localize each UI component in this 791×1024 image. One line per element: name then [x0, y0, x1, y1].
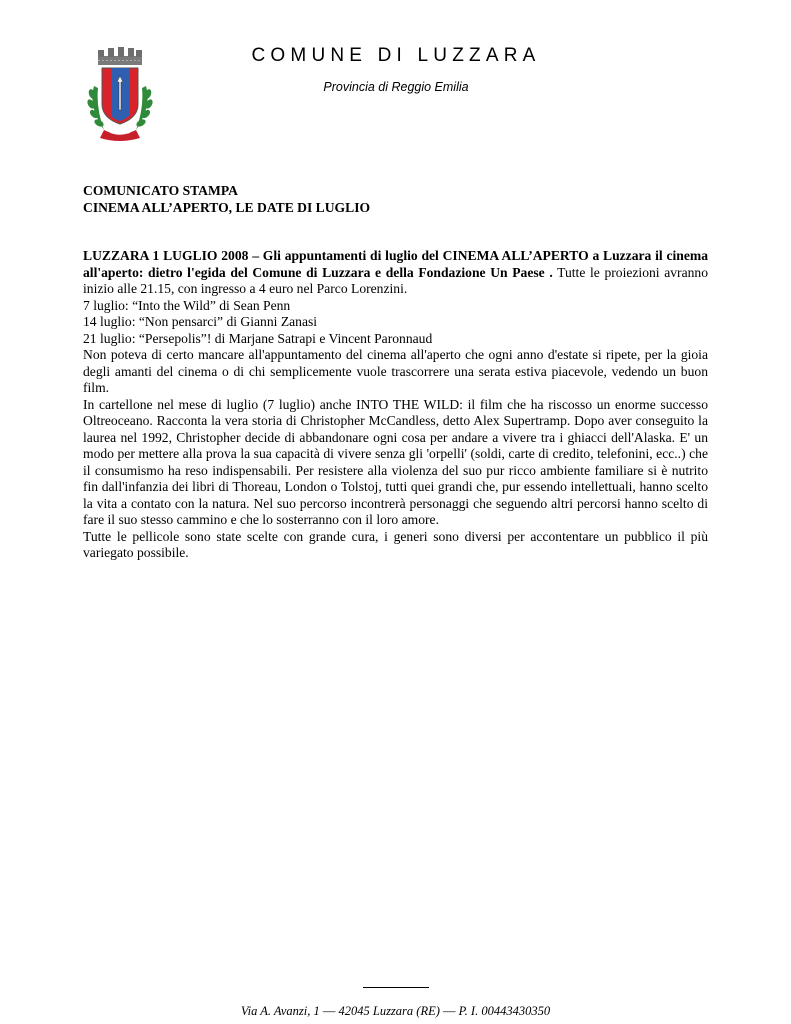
lead-paragraph [83, 248, 708, 298]
organization-subtitle: Provincia di Reggio Emilia [323, 80, 469, 94]
footer-divider [363, 987, 429, 988]
organization-title: COMUNE DI LUZZARA [251, 45, 541, 66]
article-body [83, 248, 708, 562]
shield-icon [102, 68, 138, 124]
schedule-item: 21 luglio: “Persepolis”! di Marjane Satrapi e Vincent Paronnaud [83, 330, 433, 346]
schedule-item: 7 luglio: “Into the Wild” di Sean Penn [83, 297, 291, 313]
heading-line-1: COMUNICATO STAMPA [83, 183, 238, 198]
press-release-heading [83, 182, 713, 216]
coat-of-arms-icon [84, 46, 156, 142]
paragraph-closing: Tutte le pellicole sono state scelte con grande cura, i generi sono diversi per accontentare un pubblico il più variegato possibile. [83, 528, 708, 560]
heading-line-2: CINEMA ALL’APERTO, LE DATE DI LUGLIO [83, 200, 371, 215]
footer-address: Via A. Avanzi, 1 –– 42045 Luzzara (RE) –– P. I. 00443430350 [240, 1004, 551, 1018]
ribbon-icon [100, 130, 140, 141]
lead-bold-text: LUZZARA 1 LUGLIO 2008 – Gli appuntamenti di luglio del CINEMA ALL’APERTO a Luzzara il cinema all'aperto: dietro l'egida del Comune di Luzzara e della Fondazione Un Paese . [83, 248, 708, 280]
paragraph-intro: Non poteva di certo mancare all'appuntamento del cinema all'aperto che ogni anno d'estate si ripete, per la gioia degli amanti del cinema o di chi semplicemente vuole trascorrere una serata estiva piacevole, vedendo un buon film. [83, 347, 708, 395]
lead-rest-text: Tutte le proiezioni avranno inizio alle 21.15, con ingresso a 4 euro nel Parco Lorenzini. [83, 264, 708, 296]
crown-icon [98, 47, 142, 65]
paragraph-into-the-wild: In cartellone nel mese di luglio (7 luglio) anche INTO THE WILD: il film che ha riscosso un enorme successo Oltreoceano. Racconta la vera storia di Christopher McCandless, detto Alex Supertramp. Dopo aver conseguito la laurea nel 1992, Christopher decide di abbandonare ogni cosa per andare a vivere tra i ghiacci dell'Alaska. E' un modo per mettere alla prova la sua capacità di vivere senza gli 'orpelli' (soldi, carte di credito, telefonini, ecc..) che il consumismo ha reso indispensabili. Per resistere alla violenza del suo pur ricco ambiente familiare si è nutrito fin dall'infanzia dei libri di Thoreau, London o Tolstoj, tutti quei grandi che, pur essendo intellettuali, hanno scelto la vita a contato con la natura. Nel suo percorso incontrerà personaggi che seguendo altri percorsi hanno scelto di fare il suo stesso cammino e che lo sosterranno con il loro amore. [83, 396, 708, 527]
schedule-item: 14 luglio: “Non pensarci” di Gianni Zanasi [83, 314, 318, 329]
